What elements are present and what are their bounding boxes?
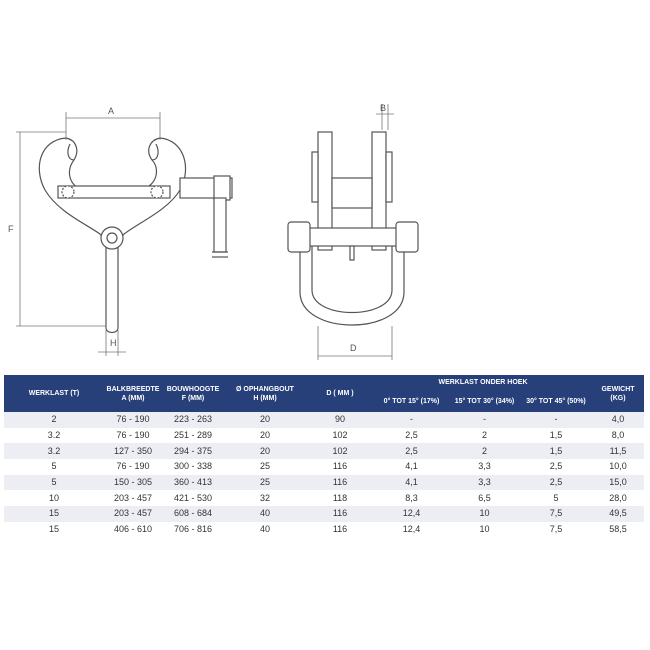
table-cell: 20	[224, 412, 306, 428]
header-werklast-hoek: WERKLAST ONDER HOEK	[374, 375, 592, 390]
header-werklast: WERKLAST (T)	[4, 375, 104, 412]
table-cell: 300 - 338	[162, 459, 224, 475]
table-cell: 116	[306, 459, 374, 475]
dim-b-label: B	[380, 103, 387, 113]
table-cell: 2	[4, 412, 104, 428]
table-cell: 5	[4, 475, 104, 491]
table-cell: 15	[4, 522, 104, 538]
table-cell: 150 - 305	[104, 475, 162, 491]
cotter-pin	[350, 246, 354, 260]
header-hoek-1: 0° TOT 15° (17%)	[374, 390, 449, 412]
table-cell: 58,5	[592, 522, 644, 538]
table-cell: 4,1	[374, 475, 449, 491]
technical-drawing	[0, 95, 650, 370]
table-cell: 4,0	[592, 412, 644, 428]
table-cell: 203 - 457	[104, 506, 162, 522]
table-cell: 10,0	[592, 459, 644, 475]
table-cell: 251 - 289	[162, 428, 224, 444]
table-cell: 6,5	[449, 490, 520, 506]
table-cell: 118	[306, 490, 374, 506]
nut-left	[288, 222, 310, 252]
dim-h-label: H	[110, 338, 117, 348]
table-cell: 406 - 610	[104, 522, 162, 538]
table-cell: 421 - 530	[162, 490, 224, 506]
table-cell: 76 - 190	[104, 428, 162, 444]
table-cell: 2	[449, 443, 520, 459]
table-row	[4, 506, 644, 522]
table-cell: 2,5	[520, 459, 592, 475]
table-row	[4, 428, 644, 444]
header-hoek-2: 15° TOT 30° (34%)	[449, 390, 520, 412]
table-cell: 3,3	[449, 459, 520, 475]
table-cell: 1,5	[520, 428, 592, 444]
header-ophangbout: Ø OPHANGBOUT H (MM)	[224, 375, 306, 412]
table-cell: 2,5	[374, 428, 449, 444]
header-d: D ( MM )	[306, 375, 374, 412]
table-cell: 32	[224, 490, 306, 506]
eye-bolt-shank	[106, 240, 118, 333]
header-gewicht: GEWICHT (KG)	[592, 375, 644, 412]
side-plate-left-outer	[312, 152, 318, 202]
nut-right	[396, 222, 418, 252]
pivot-nut-inner	[107, 233, 117, 243]
table-cell: 116	[306, 506, 374, 522]
table-cell: 40	[224, 522, 306, 538]
table-cell: -	[520, 412, 592, 428]
table-row	[4, 412, 644, 428]
table-cell: 360 - 413	[162, 475, 224, 491]
cross-pin	[296, 228, 408, 246]
table-cell: 5	[4, 459, 104, 475]
screw-shaft	[214, 198, 226, 252]
spec-table	[4, 375, 644, 538]
table-cell: 25	[224, 475, 306, 491]
table-cell: 3.2	[4, 428, 104, 444]
table-cell: 11,5	[592, 443, 644, 459]
table-cell: 28,0	[592, 490, 644, 506]
table-cell: 49,5	[592, 506, 644, 522]
table-cell: 20	[224, 443, 306, 459]
table-cell: 20	[224, 428, 306, 444]
table-cell: 12,4	[374, 506, 449, 522]
table-cell: 76 - 190	[104, 412, 162, 428]
table-cell: 7,5	[520, 522, 592, 538]
table-cell: 12,4	[374, 522, 449, 538]
table-cell: 2	[449, 428, 520, 444]
table-cell: 1,5	[520, 443, 592, 459]
dim-d-label: D	[350, 343, 357, 353]
table-cell: 8,0	[592, 428, 644, 444]
table-cell: -	[374, 412, 449, 428]
table-cell: 5	[520, 490, 592, 506]
table-cell: 127 - 350	[104, 443, 162, 459]
table-cell: 10	[4, 490, 104, 506]
side-plate-right-outer	[386, 152, 392, 202]
table-cell: 2,5	[374, 443, 449, 459]
table-cell: 116	[306, 522, 374, 538]
header-balkbreedte: BALKBREEDTE A (MM)	[104, 375, 162, 412]
table-cell: -	[449, 412, 520, 428]
table-cell: 8,3	[374, 490, 449, 506]
table-cell: 102	[306, 443, 374, 459]
table-cell: 706 - 816	[162, 522, 224, 538]
table-cell: 10	[449, 522, 520, 538]
table-cell: 3.2	[4, 443, 104, 459]
table-row	[4, 443, 644, 459]
table-cell: 223 - 263	[162, 412, 224, 428]
table-cell: 10	[449, 506, 520, 522]
screw-collar	[214, 176, 230, 200]
header-bouwhoogte: BOUWHOOGTE F (MM)	[162, 375, 224, 412]
table-cell: 40	[224, 506, 306, 522]
table-row	[4, 522, 644, 538]
center-block	[332, 178, 372, 208]
table-body	[4, 412, 644, 538]
table-cell: 15	[4, 506, 104, 522]
bolt-left	[62, 186, 74, 198]
table-cell: 25	[224, 459, 306, 475]
dim-f-label: F	[8, 224, 14, 234]
table-cell: 102	[306, 428, 374, 444]
table-cell: 7,5	[520, 506, 592, 522]
bolt-right	[151, 186, 163, 198]
table-cell: 2,5	[520, 475, 592, 491]
table-cell: 3,3	[449, 475, 520, 491]
table-cell: 4,1	[374, 459, 449, 475]
header-hoek-3: 30° TOT 45° (50%)	[520, 390, 592, 412]
table-cell: 608 - 684	[162, 506, 224, 522]
dim-a-label: A	[108, 106, 115, 116]
table-cell: 15,0	[592, 475, 644, 491]
table-row	[4, 475, 644, 491]
table-row	[4, 459, 644, 475]
table-row	[4, 490, 644, 506]
table-cell: 90	[306, 412, 374, 428]
table-cell: 116	[306, 475, 374, 491]
table-cell: 294 - 375	[162, 443, 224, 459]
table-cell: 203 - 457	[104, 490, 162, 506]
table-cell: 76 - 190	[104, 459, 162, 475]
